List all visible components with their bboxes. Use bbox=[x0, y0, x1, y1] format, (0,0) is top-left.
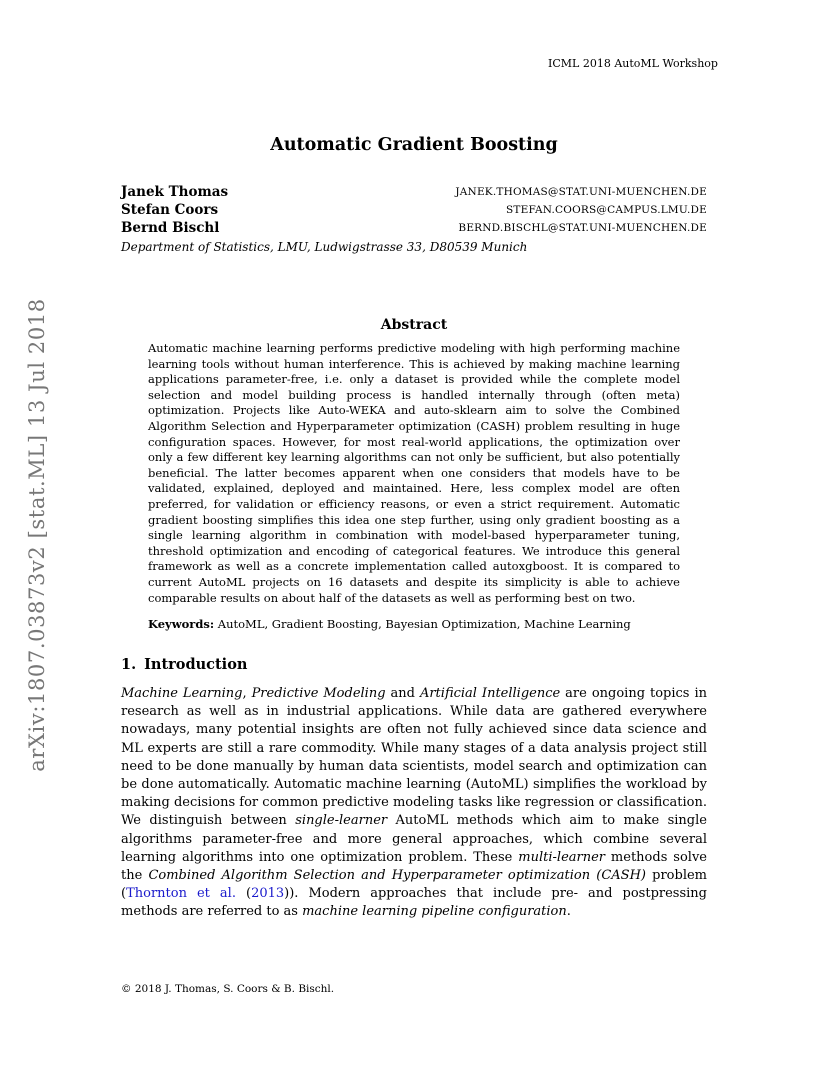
body-text: methods solve the bbox=[121, 849, 707, 884]
keywords-label: Keywords: bbox=[148, 617, 215, 631]
emph-text: Machine Learning bbox=[121, 686, 243, 701]
author-name: Bernd Bischl bbox=[121, 220, 220, 236]
author-row bbox=[121, 184, 707, 202]
author-name: Janek Thomas bbox=[121, 184, 229, 200]
body-text: . bbox=[566, 904, 571, 920]
section-number: 1. bbox=[121, 656, 137, 673]
arxiv-sidebar bbox=[22, 290, 52, 780]
venue-header: ICML 2018 AutoML Workshop bbox=[548, 57, 718, 70]
author-row bbox=[121, 202, 707, 220]
emph-text: Predictive Modeling bbox=[251, 686, 386, 701]
author-email: STEFAN.COORS@CAMPUS.LMU.DE bbox=[505, 204, 707, 216]
affiliation: Department of Statistics, LMU, Ludwigstrasse 33, D80539 Munich bbox=[121, 240, 528, 254]
body-text: )). Modern approaches that include pre- and postpressing methods are referred to as bbox=[121, 886, 707, 920]
body-text: are ongoing topics in research as well as in industrial applications. While data are gathered everywhere nowadays, many potential insights are often not fully achieved since data science and ML experts are still a rare commodity. While many stages of a data analysis project still need to be done manually by human data scientists, model search and optimization can be done automatically. Automatic machine learning (AutoML) simplifies the workload by making decisions for common predictive modeling tasks like regression or classification. We distinguish between bbox=[121, 686, 707, 829]
body-text: ( bbox=[235, 886, 252, 902]
body-text: problem ( bbox=[121, 868, 707, 902]
copyright-footer: © 2018 J. Thomas, S. Coors & B. Bischl. bbox=[121, 983, 335, 995]
author-email: JANEK.THOMAS@STAT.UNI-MUENCHEN.DE bbox=[455, 186, 707, 198]
author-email: BERND.BISCHL@STAT.UNI-MUENCHEN.DE bbox=[458, 222, 707, 234]
emph-text: machine learning pipeline configuration bbox=[302, 904, 567, 920]
emph-text: multi-learner bbox=[518, 849, 606, 865]
body-text: , bbox=[242, 686, 252, 701]
citation-year-link[interactable]: 2013 bbox=[251, 886, 285, 902]
author-row bbox=[121, 220, 707, 238]
keywords-list: AutoML, Gradient Boosting, Bayesian Optimization, Machine Learning bbox=[217, 617, 631, 631]
section-title: Introduction bbox=[144, 656, 248, 673]
body-text: AutoML methods which aim to make single algorithms parameter-free and more general approaches, which combine several learning algorithms into one optimization problem. These bbox=[121, 813, 707, 865]
abstract-heading: Abstract bbox=[380, 317, 448, 333]
body-text: and bbox=[385, 686, 420, 701]
emph-text: single-learner bbox=[295, 813, 388, 829]
paper-title: Automatic Gradient Boosting bbox=[270, 135, 558, 155]
emph-text: Combined Algorithm Selection and Hyperparameter optimization (CASH) bbox=[148, 868, 646, 884]
section-heading bbox=[121, 656, 247, 673]
arxiv-id-label: arXiv:1807.03873v2 [stat.ML] 13 Jul 2018 bbox=[25, 298, 49, 772]
intro-paragraph bbox=[121, 685, 707, 922]
author-name: Stefan Coors bbox=[121, 202, 219, 218]
keywords-line bbox=[148, 617, 680, 631]
abstract-text: Automatic machine learning performs predictive modeling with high performing machine learning tools without human interference. This is achieved by making machine learning applications parameter-free, i.e. only a dataset is provided while the complete model selection and model building process is handled internally through (often meta) optimization. Projects like Auto-WEKA and auto-sklearn aim to solve the Combined Algorithm Selection and Hyperparameter optimization (CASH) problem resulting in huge configuration spaces. However, for most real-world applications, the optimization over only a few different key learning algorithms can not only be sufficient, but also potentially beneficial. The latter becomes apparent when one considers that models have to be validated, explained, deployed and maintained. Here, less complex model are often preferred, for validation or efficiency reasons, or even a strict requirement. Automatic gradient boosting simplifies this idea one step further, using only gradient boosting as a single learning algorithm in combination with model-based hyperparameter tuning, threshold optimization and encoding of categorical features. We introduce this general framework as well as a concrete implementation called autoxgboost. It is compared to current AutoML projects on 16 datasets and despite its simplicity is able to achieve comparable results on about half of the datasets as well as performing best on two. bbox=[148, 341, 680, 605]
emph-text: Artificial Intelligence bbox=[419, 686, 561, 701]
citation-link[interactable]: Thornton et al. bbox=[126, 886, 236, 902]
